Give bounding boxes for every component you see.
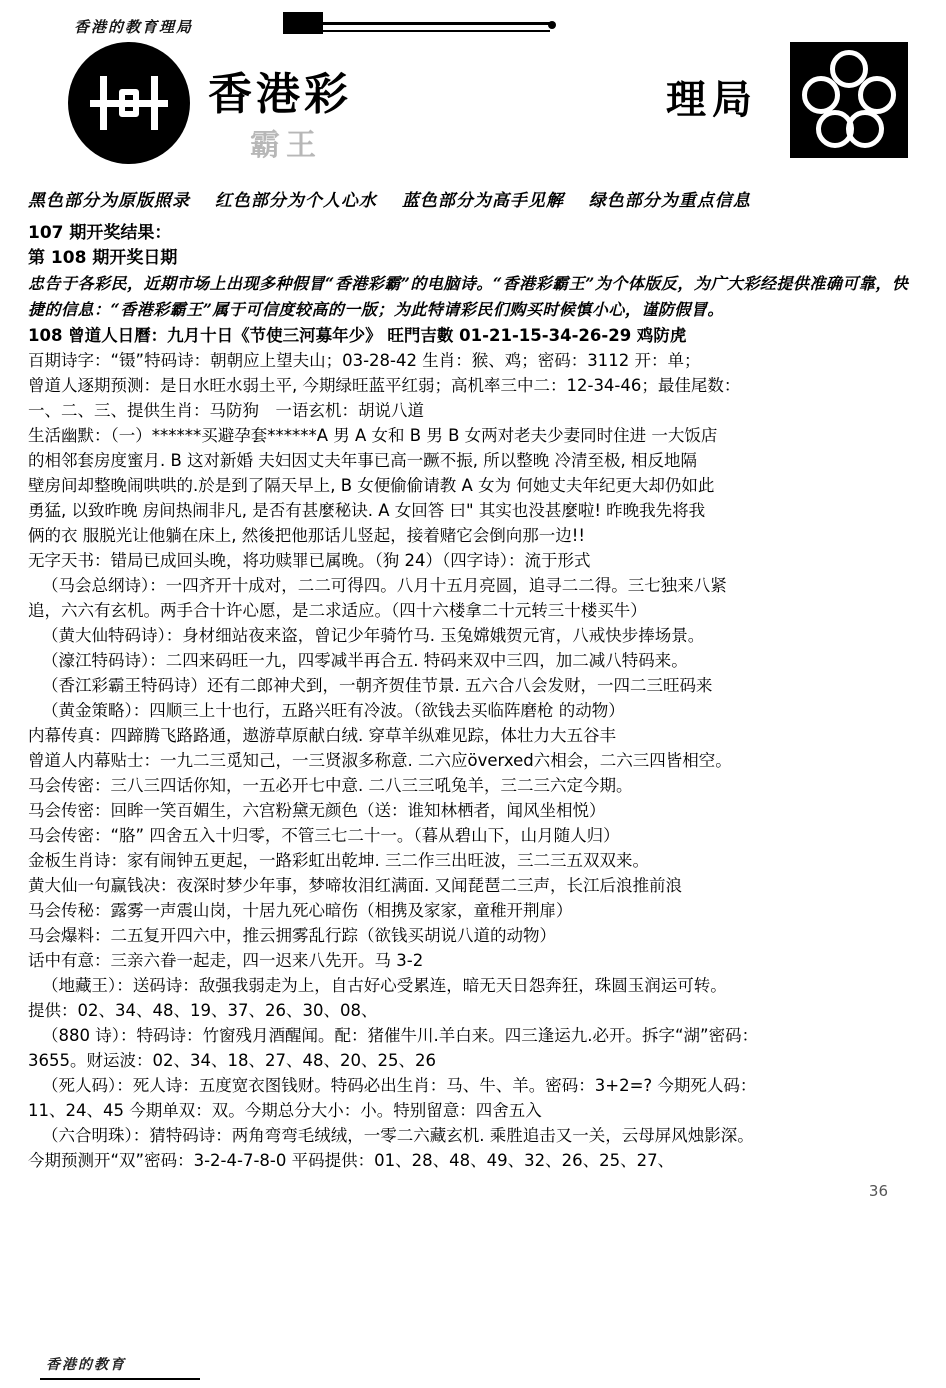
logo-glyph [90, 76, 168, 130]
masthead-subtitle: 霸王 [250, 128, 322, 163]
masthead [28, 36, 918, 182]
top-rule-line-secondary [318, 30, 550, 32]
top-dot-marker [548, 21, 556, 29]
result-line-2: 第 108 期开奖日期 [28, 248, 178, 268]
body-line: （黄大仙特码诗）：身材细站夜来盗，曾记少年骑竹马. 玉兔嫦娥贺元宵，八戒快步捧场景。 [42, 626, 705, 645]
body-line: 百期诗字：“镊”特码诗：朝朝应上望夫山；03-28-42 生肖：猴、鸡；密码：3112 开：单； [28, 351, 701, 370]
masthead-title: 香港彩 [208, 69, 352, 120]
body-line: （香江彩霸王特码诗）还有二郎神犬到，一朝齐贺佳节景. 五六合八会发财，一四二三旺码来 [42, 676, 713, 695]
body-line: （黄金策略）：四顺三上十也行，五路兴旺有冷波。（欲钱去买临阵磨枪 的动物） [42, 701, 625, 720]
body-line: 生活幽默：（一）******买避孕套******A 男 A 女和 B 男 B 女两对老夫少妻同时住进 一大饭店 [28, 426, 718, 445]
body-line: 话中有意：三亲六眷一起走，四一迟来八先开。马 3-2 [28, 951, 424, 970]
top-strip [28, 0, 918, 36]
document-body [28, 221, 918, 1173]
body-line: 马会传密：三八三四话你知，一五必开七中意. 二八三三吼兔羊，三二三六定今期。 [28, 776, 633, 795]
body-line: 俩的衣 服脱光让他躺在床上, 然後把他那话儿竖起，接着赌它会倒向那一边!! [28, 526, 585, 545]
body-line: 黄大仙一句赢钱决：夜深时梦少年事，梦啼妆泪红满面. 又闻琵琶二三声，长江后浪推前浪 [28, 876, 682, 895]
body-line: 追，六六有玄机。两手合十许心愿，是二求适应。（四十六楼拿二十元转三十楼买牛） [28, 601, 647, 620]
body-line: 马会传密：“胳” 四舍五入十归零，不管三七二十一。（暮从碧山下，山月随人归） [28, 826, 620, 845]
legend-item-green: 绿色部分为重点信息 [588, 191, 751, 211]
circular-logo-icon [68, 42, 190, 164]
body-line: 壁房间却整晚闹哄哄的.於是到了隔天早上, B 女便偷偷请教 A 女为 何她丈夫年纪更大却仍如此 [28, 476, 715, 495]
body-line: （马会总纲诗）：一四齐开十成对，二二可得四。八月十五月亮圆，追寻二二得。三七独来八紧 [42, 576, 727, 595]
body-line: 提供：02、34、48、19、37、26、30、08、 [28, 1001, 378, 1020]
body-line: 勇猛, 以致昨晚 房间热闹非凡, 是否有甚麼秘诀. A 女回答 曰" 其实也没甚麼啦! 昨晚我先将我 [28, 501, 706, 520]
legend-item-black: 黑色部分为原版照录 [28, 191, 190, 211]
body-line: 马会传密：回眸一笑百媚生，六宫粉黛无颜色（送：谁知林栖者，闻风坐相悦） [28, 801, 606, 820]
top-watermark-text: 香港的教育理局 [74, 18, 194, 36]
top-rule-line [318, 22, 550, 25]
body-line: 内幕传真：四蹄腾飞路路通，遨游草原献白绒. 穿草羊纵难见踪，体壮力大五谷丰 [28, 726, 616, 745]
body-line: 3655。财运波：02、34、18、27、48、20、25、26 [28, 1051, 436, 1070]
legend-item-red: 红色部分为个人心水 [214, 191, 377, 211]
color-legend [28, 186, 918, 211]
body-line: 马会爆料：二五复开四六中，推云拥雾乱行踪（欲钱买胡说八道的动物） [28, 926, 556, 945]
body-line: 马会传秘：露雾一声震山岗，十居九死心暗伤（相携及家家，童稚开荆扉） [28, 901, 573, 920]
notice-paragraph: 忠告于各彩民，近期市场上出现多种假冒“香港彩霸”的电脑诗。“香港彩霸王”为个体版反，为广大彩经提供准确可靠，快捷的信息：“香港彩霸王”属于可信度较高的一版；为此特请彩民们购买时候慎小心，谨防假冒。 [28, 274, 909, 319]
footer-underline [40, 1378, 200, 1380]
body-line: 曾道人内幕贴士：一九二三觅知己，一三贤淑多称意. 二六应överxed六相会，二六三四皆相空。 [28, 751, 732, 770]
flower-emblem-icon [790, 42, 908, 158]
body-line: 今期预测开“双”密码：3-2-4-7-8-0 平码提供：01、28、48、49、32、26、25、27、 [28, 1151, 675, 1170]
body-line: 11、24、45 今期单双：双。今期总分大小：小。特别留意：四舍五入 [28, 1101, 542, 1120]
footer-watermark: 香港的教育 [46, 1357, 126, 1373]
legend-item-blue: 蓝色部分为高手见解 [401, 191, 564, 211]
body-line: 一、二、三、提供生肖：马防狗 一语玄机：胡说八道 [28, 401, 424, 420]
body-line: （地藏王）：送码诗：敌强我弱走为上，自古好心受累连，暗无天日怨奔狂，珠圆玉润运可转。 [42, 976, 727, 995]
body-line: 无字天书：错局已成回头晚，将功赎罪已属晚。（狗 24）（四字诗）：流于形式 [28, 551, 591, 570]
body-line: （六合明珠）：猜特码诗：两角弯弯毛绒绒，一零二六藏玄机. 乘胜追击又一关，云母屏风烛影深。 [42, 1126, 754, 1145]
body-line: （死人码）：死人诗：五度宽衣图钱财。特码必出生肖：马、牛、羊。密码：3+2=? 今期死人码： [42, 1076, 757, 1095]
page-number: 36 [868, 1182, 888, 1200]
body-line: （濠江特码诗）：二四来码旺一九，四零减半再合五. 特码来双中三四，加二减八特码来。 [42, 651, 688, 670]
masthead-right-title: 理局 [666, 76, 758, 123]
top-black-block [283, 12, 323, 34]
body-line: （880 诗）：特码诗：竹窗残月酒醒闻。配：猪催牛川.羊白来。四三逢运九.必开。拆字“湖”密码： [42, 1026, 759, 1045]
body-line: 金板生肖诗：家有闹钟五更起，一路彩虹出乾坤. 三二作三出旺波，三二三五双双来。 [28, 851, 649, 870]
body-line: 108 曾道人日曆：九月十日《节使三河募年少》 旺門吉數 01-21-15-34-26-29 鸡防虎 [28, 326, 687, 345]
result-line-1: 107 期开奖结果： [28, 223, 172, 243]
body-line: 曾道人逐期预测：是日水旺水弱土平, 今期绿旺蓝平红弱；高机率三中二：12-34-46；最佳尾数： [28, 376, 741, 395]
body-line: 的相邻套房度蜜月. B 这对新婚 夫妇因丈夫年事已高一蹶不振, 所以整晚 冷清至极, 相反地隔 [28, 451, 698, 470]
